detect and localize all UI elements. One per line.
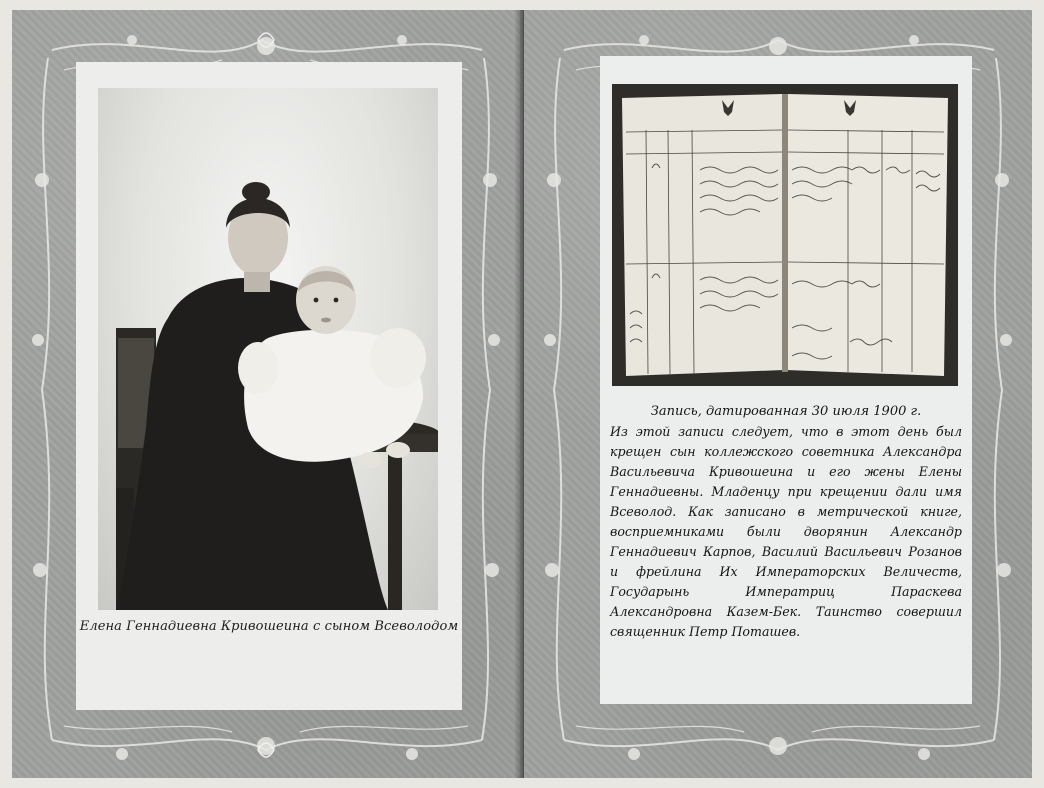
mother-and-child-figure: [98, 88, 438, 610]
description-heading: Запись, датированная 30 июля 1900 г.: [650, 404, 922, 419]
photo-caption: Елена Геннадиевна Кривошеина с сыном Всеволодом: [79, 619, 459, 634]
register-description: [610, 402, 962, 642]
book-spread: [12, 10, 1032, 778]
portrait-photo: [98, 88, 438, 610]
metric-register-book: [612, 84, 958, 386]
right-page: [524, 10, 1032, 778]
photo-panel: [76, 62, 462, 710]
register-photo: [612, 84, 958, 386]
description-body: Из этой записи следует, что в этот день был крещен сын коллежского советника Александра Васильевича Кривошеина и его жены Елены Геннадиевны. Младенцу при крещении дали имя Всеволод. Как записано в метрической книге, восприемниками были дворянин Александр Геннадиевич Карпов, Василий Васильевич Розанов и фрейлина Их Императорских Величеств, Государынь Императриц Параскева Александровна Казем-Бек. Таинство совершил священник Петр Поташев.: [610, 424, 962, 639]
text-panel: [600, 56, 972, 704]
left-page: [12, 10, 520, 778]
